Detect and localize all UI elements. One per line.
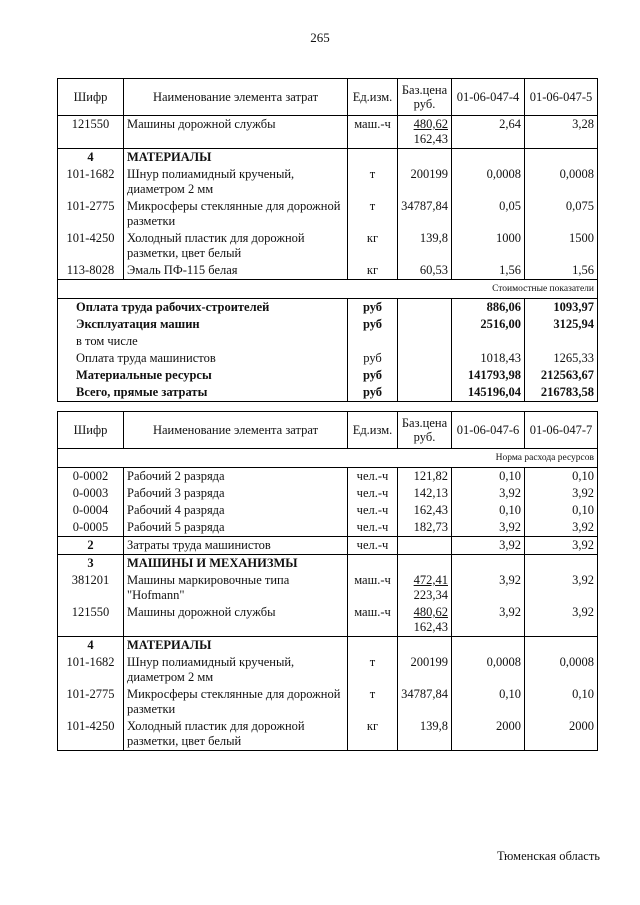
column-header-price: Баз.цена руб. [398,79,452,116]
summary-value-b: 212563,67 [525,367,598,384]
row-value-a: 2,64 [452,116,525,149]
row-price: 139,8 [398,230,452,262]
row-value-a: 0,10 [452,502,525,519]
row-name: Микросферы стеклянные для дорожной разметки [124,686,348,718]
row-name: Машины дорожной службы [124,604,348,637]
row-code: 381201 [58,572,124,604]
row-value-a: 2000 [452,718,525,751]
row-name: Шнур полиамидный крученый, диаметром 2 мм [124,654,348,686]
section-code: 4 [58,637,124,655]
price-base: 480,62 [413,117,448,131]
row-name: Холодный пластик для дорожной разметки, цвет белый [124,718,348,751]
row-name: Рабочий 4 разряда [124,502,348,519]
row-value-b: 0,0008 [525,166,598,198]
cost-table-2 [57,411,598,751]
row-price: 182,73 [398,519,452,537]
summary-row [58,316,598,333]
row-price [398,572,452,604]
row-unit: кг [348,230,398,262]
summary-value-b: 216783,58 [525,384,598,402]
row-value-b: 3,28 [525,116,598,149]
row-unit: чел.-ч [348,485,398,502]
section-row [58,637,598,655]
table-row [58,537,598,555]
summary-value-b: 1265,33 [525,350,598,367]
row-value-a: 0,10 [452,468,525,486]
section-code: 3 [58,555,124,573]
row-unit: чел.-ч [348,502,398,519]
row-price: 162,43 [398,502,452,519]
row-name: Шнур полиамидный крученый, диаметром 2 мм [124,166,348,198]
summary-row [58,384,598,402]
row-value-b: 0,10 [525,686,598,718]
cost-indicators-label: Стоимостные показатели [58,280,598,299]
price-base: 480,62 [413,605,448,619]
summary-value-a: 2516,00 [452,316,525,333]
summary-row [58,333,598,350]
row-name: Рабочий 5 разряда [124,519,348,537]
summary-unit: руб [348,299,398,317]
row-value-b: 3,92 [525,519,598,537]
table-header-row [58,412,598,449]
row-name: Микросферы стеклянные для дорожной разметки [124,198,348,230]
summary-value-a: 1018,43 [452,350,525,367]
row-code: 101-1682 [58,654,124,686]
row-code: 0-0005 [58,519,124,537]
row-value-b: 0,075 [525,198,598,230]
row-value-b: 3,92 [525,572,598,604]
row-code: 2 [58,537,124,555]
table-row [58,230,598,262]
row-name: Рабочий 2 разряда [124,468,348,486]
row-unit: чел.-ч [348,537,398,555]
row-price: 60,53 [398,262,452,280]
row-value-a: 3,92 [452,604,525,637]
section-title: МАТЕРИАЛЫ [124,637,348,655]
row-price: 200199 [398,654,452,686]
row-unit: кг [348,718,398,751]
price-secondary: 162,43 [413,620,448,634]
row-value-b: 0,10 [525,468,598,486]
table-row [58,604,598,637]
row-unit: маш.-ч [348,572,398,604]
column-header-code-b: 01-06-047-7 [525,412,598,449]
subheader-row [58,280,598,299]
page-number: 265 [310,30,330,45]
summary-row [58,367,598,384]
table-row [58,198,598,230]
row-name: Затраты труда машинистов [124,537,348,555]
row-unit: чел.-ч [348,468,398,486]
section-row [58,555,598,573]
row-value-b: 1500 [525,230,598,262]
column-header-code: Шифр [58,79,124,116]
row-value-b: 0,10 [525,502,598,519]
row-name: Холодный пластик для дорожной разметки, цвет белый [124,230,348,262]
row-price: 139,8 [398,718,452,751]
row-value-a: 0,05 [452,198,525,230]
row-price: 200199 [398,166,452,198]
row-value-a: 3,92 [452,537,525,555]
row-code: 0-0002 [58,468,124,486]
footer-region: Тюменская область [497,849,600,863]
row-value-b: 2000 [525,718,598,751]
column-header-name: Наименование элемента затрат [124,79,348,116]
summary-name: Всего, прямые затраты [58,384,348,402]
row-unit: маш.-ч [348,604,398,637]
summary-name: Эксплуатация машин [58,316,348,333]
row-unit: т [348,654,398,686]
column-header-price: Баз.цена руб. [398,412,452,449]
summary-value-a: 886,06 [452,299,525,317]
summary-value-b: 3125,94 [525,316,598,333]
column-header-unit: Ед.изм. [348,412,398,449]
row-value-a: 1,56 [452,262,525,280]
table-row [58,262,598,280]
section-title: МАТЕРИАЛЫ [124,149,348,167]
row-code: 121550 [58,604,124,637]
row-price: 34787,84 [398,198,452,230]
column-header-code: Шифр [58,412,124,449]
row-code: 101-4250 [58,230,124,262]
column-header-unit: Ед.изм. [348,79,398,116]
summary-unit: руб [348,367,398,384]
table-row [58,519,598,537]
column-header-code-b: 01-06-047-5 [525,79,598,116]
table-row [58,116,598,149]
row-name: Машины маркировочные типа "Hofmann" [124,572,348,604]
table-row [58,686,598,718]
row-unit: чел.-ч [348,519,398,537]
row-code: 101-2775 [58,686,124,718]
row-value-b: 0,0008 [525,654,598,686]
row-value-a: 0,0008 [452,654,525,686]
row-price: 121,82 [398,468,452,486]
row-unit: т [348,166,398,198]
summary-name: в том числе [58,333,348,350]
cost-table-1 [57,78,598,402]
table-row [58,468,598,486]
row-code: 101-4250 [58,718,124,751]
summary-value-a: 145196,04 [452,384,525,402]
row-price [398,604,452,637]
table-row [58,654,598,686]
row-name: Рабочий 3 разряда [124,485,348,502]
row-price: 142,13 [398,485,452,502]
row-value-a: 0,0008 [452,166,525,198]
row-value-a: 3,92 [452,572,525,604]
table-row [58,718,598,751]
row-unit: кг [348,262,398,280]
row-value-b: 3,92 [525,604,598,637]
row-code: 0-0003 [58,485,124,502]
section-row [58,149,598,167]
summary-row [58,299,598,317]
summary-name: Оплата труда машинистов [58,350,348,367]
summary-value-a: 141793,98 [452,367,525,384]
summary-unit: руб [348,384,398,402]
table-header-row [58,79,598,116]
row-name: Эмаль ПФ-115 белая [124,262,348,280]
summary-name: Материальные ресурсы [58,367,348,384]
row-value-b: 3,92 [525,485,598,502]
row-unit: т [348,198,398,230]
norm-label: Норма расхода ресурсов [58,449,598,468]
row-value-a: 0,10 [452,686,525,718]
row-value-a: 1000 [452,230,525,262]
row-code: 101-1682 [58,166,124,198]
row-value-b: 1,56 [525,262,598,280]
price-secondary: 223,34 [413,588,448,602]
summary-value-b: 1093,97 [525,299,598,317]
table-row [58,166,598,198]
section-title: МАШИНЫ И МЕХАНИЗМЫ [124,555,348,573]
row-code: 113-8028 [58,262,124,280]
column-header-name: Наименование элемента затрат [124,412,348,449]
row-unit: маш.-ч [348,116,398,149]
column-header-code-a: 01-06-047-6 [452,412,525,449]
row-unit: т [348,686,398,718]
summary-name: Оплата труда рабочих-строителей [58,299,348,317]
column-header-code-a: 01-06-047-4 [452,79,525,116]
section-code: 4 [58,149,124,167]
table-row [58,502,598,519]
row-name: Машины дорожной службы [124,116,348,149]
row-code: 121550 [58,116,124,149]
row-code: 101-2775 [58,198,124,230]
subheader-row [58,449,598,468]
summary-unit: руб [348,316,398,333]
row-price: 34787,84 [398,686,452,718]
table-row [58,485,598,502]
price-base: 472,41 [413,573,448,587]
row-value-a: 3,92 [452,519,525,537]
price-secondary: 162,43 [413,132,448,146]
row-price [398,116,452,149]
summary-unit: руб [348,350,398,367]
row-value-a: 3,92 [452,485,525,502]
row-value-b: 3,92 [525,537,598,555]
summary-row [58,350,598,367]
row-code: 0-0004 [58,502,124,519]
table-row [58,572,598,604]
